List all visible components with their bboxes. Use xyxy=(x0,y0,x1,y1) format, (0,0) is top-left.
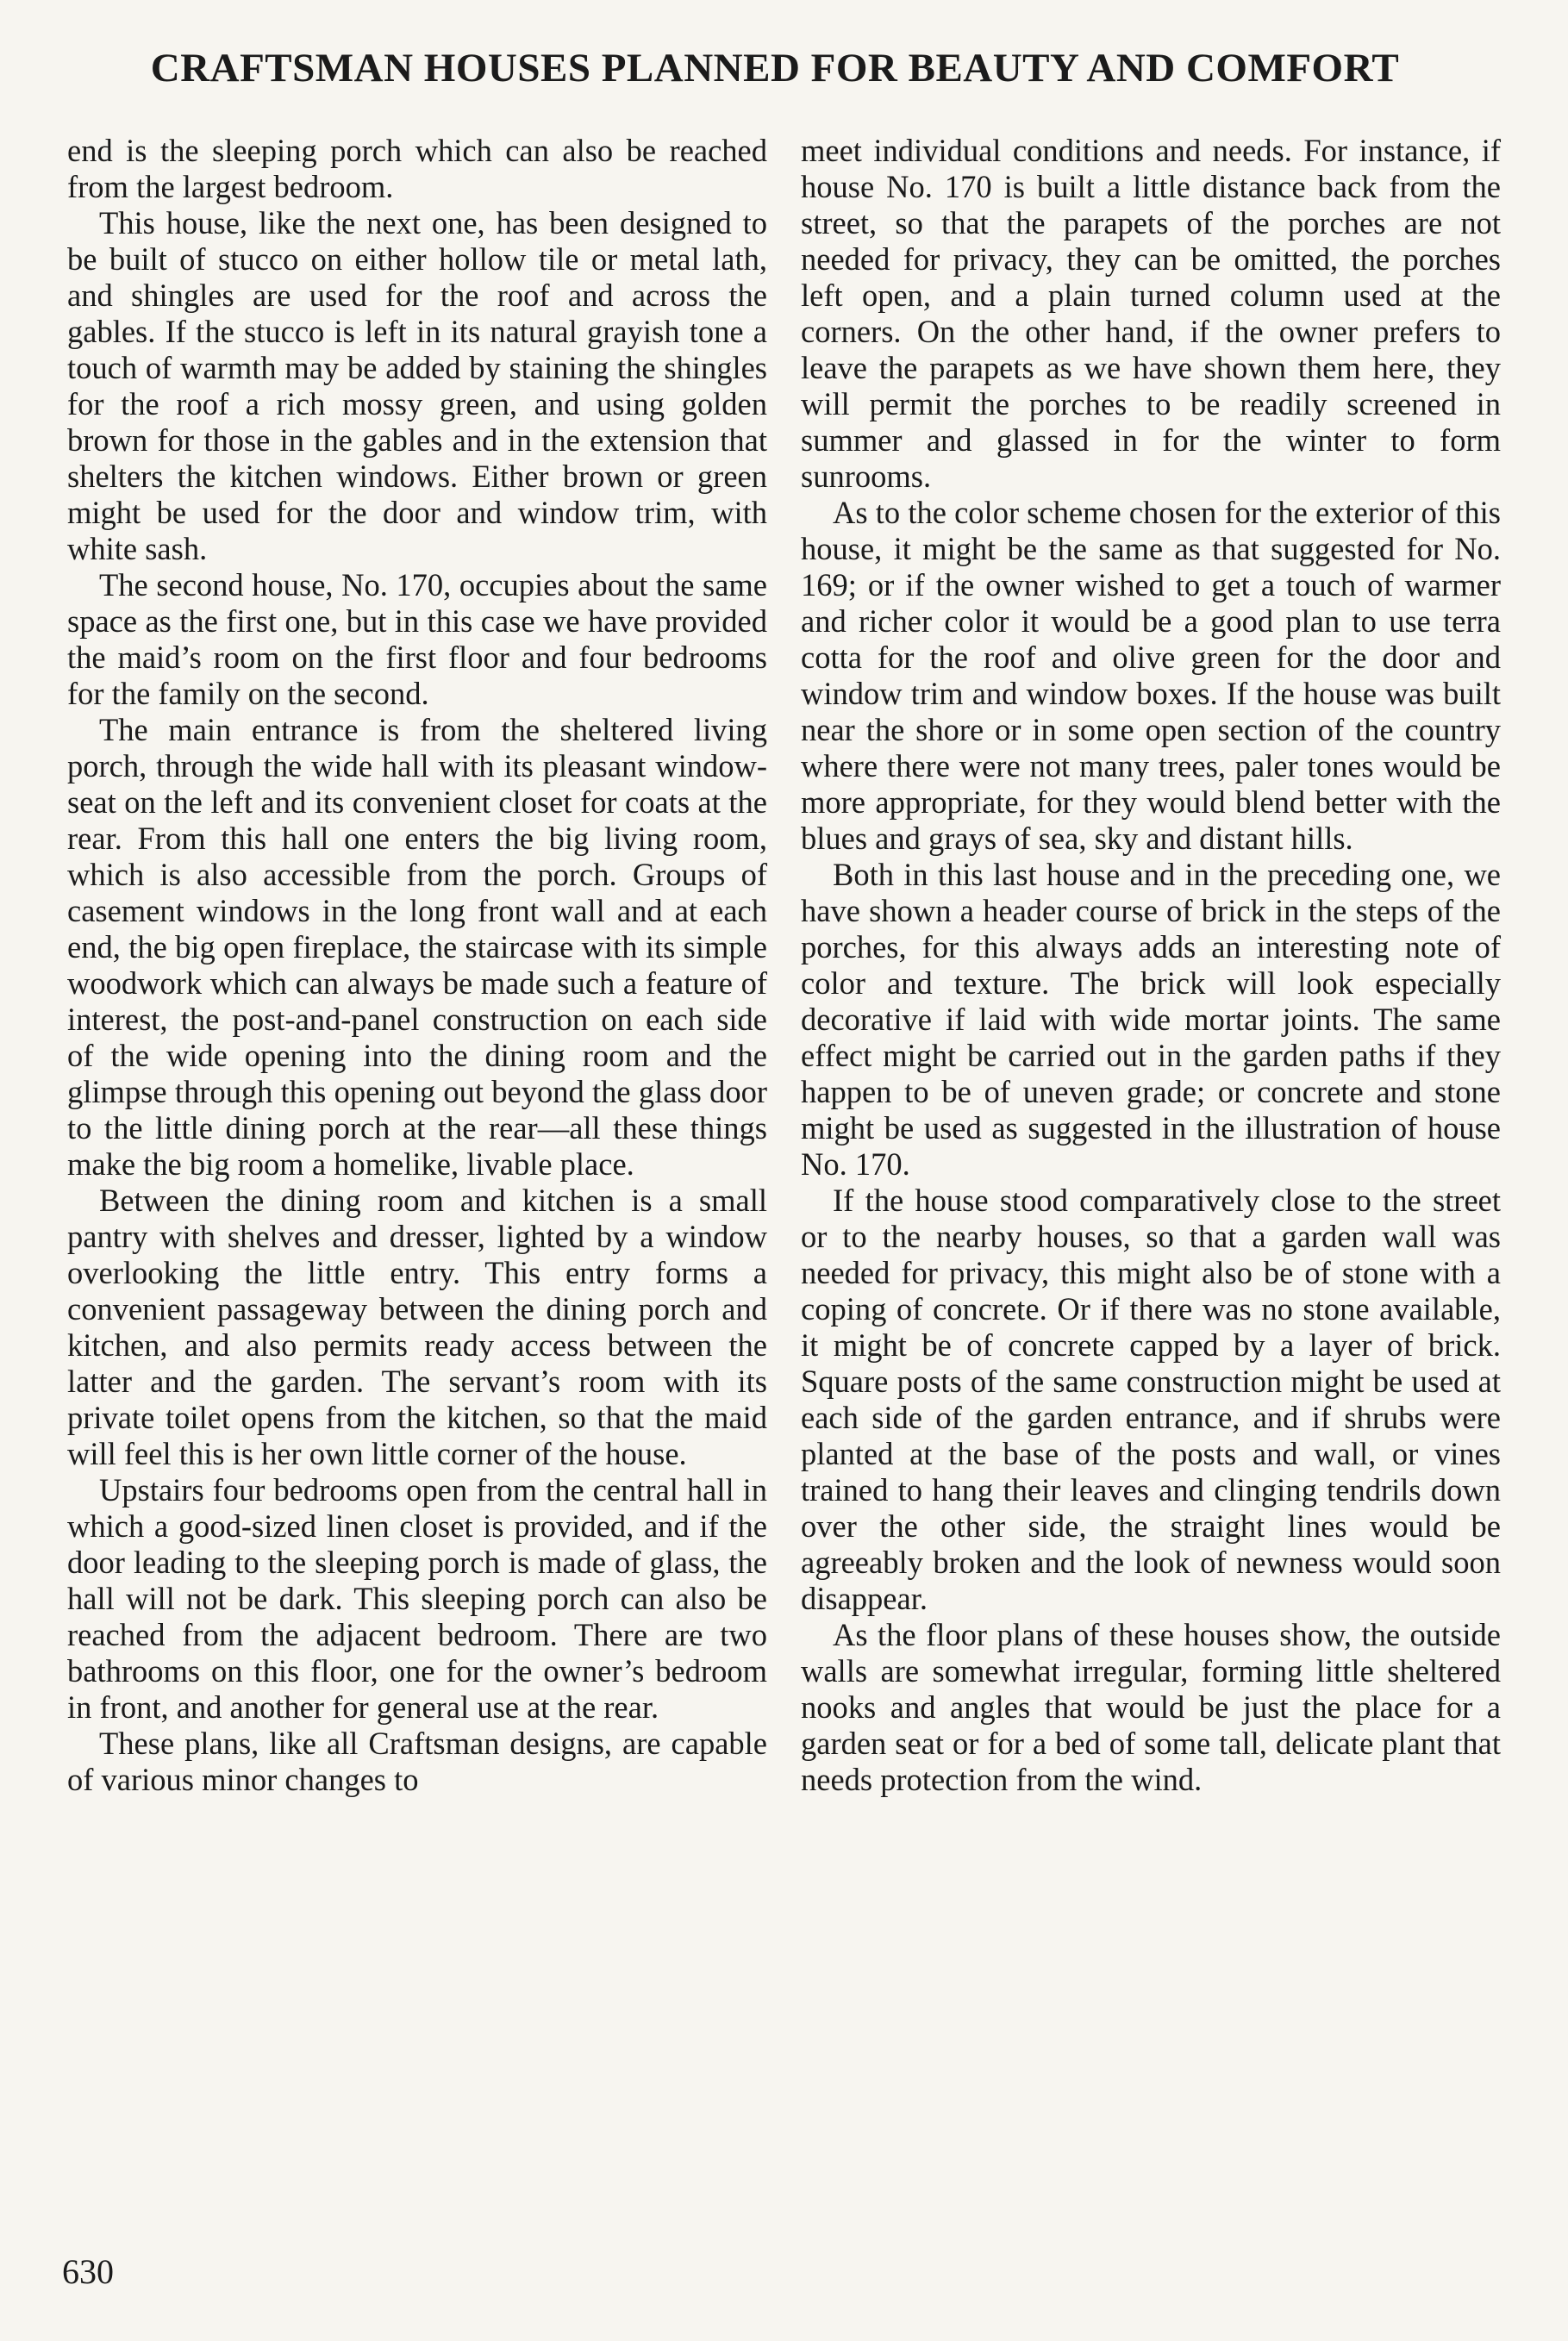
paragraph: end is the sleeping porch which can also be reached from the largest bedroom. xyxy=(67,133,767,204)
right-column xyxy=(801,133,1501,1798)
left-column xyxy=(67,133,767,1798)
paragraph: These plans, like all Craftsman designs, are capable of various minor changes to xyxy=(67,1726,767,1797)
page-number: 630 xyxy=(62,2252,114,2291)
paragraph: The main entrance is from the sheltered living porch, through the wide hall with its pleasant window-seat on the left and its convenient closet for coats at the rear. From this hall one enters the big living room, which is also accessible from the porch. Groups of casement windows in the long front wall and at each end, the big open fireplace, the staircase with its simple woodwork which can always be made such a feature of interest, the post-and-panel construction on each side of the wide opening into the dining room and the glimpse through this opening out beyond the glass door to the little dining porch at the rear—all these things make the big room a homelike, livable place. xyxy=(67,712,767,1182)
paragraph: This house, like the next one, has been designed to be built of stucco on either hollow tile or metal lath, and shingles are used for the roof and across the gables. If the stucco is left in its natural grayish tone a touch of warmth may be added by staining the shingles for the roof a rich mossy green, and using golden brown for those in the gables and in the extension that shelters the kitchen windows. Either brown or green might be used for the door and window trim, with white sash. xyxy=(67,205,767,566)
paragraph: If the house stood comparatively close to the street or to the nearby houses, so that a garden wall was needed for privacy, this might also be of stone with a coping of concrete. Or if there was no stone available, it might be of concrete capped by a layer of brick. Square posts of the same construction might be used at each side of the garden entrance, and if shrubs were planted at the base of the posts and wall, or vines trained to hang their leaves and clinging tendrils down over the other side, the straight lines would be agreeably broken and the look of newness would soon disappear. xyxy=(801,1183,1501,1616)
paragraph: Upstairs four bedrooms open from the central hall in which a good-sized linen closet is provided, and if the door leading to the sleeping porch is made of glass, the hall will not be dark. This sleeping porch can also be reached from the adjacent bedroom. There are two bathrooms on this floor, one for the owner’s bedroom in front, and another for general use at the rear. xyxy=(67,1472,767,1725)
paragraph: The second house, No. 170, occupies about the same space as the first one, but in this case we have provided the maid’s room on the first floor and four bedrooms for the family on the second. xyxy=(67,567,767,711)
paragraph: meet individual conditions and needs. For instance, if house No. 170 is built a little distance back from the street, so that the parapets of the porches are not needed for privacy, they can be omitted, the porches left open, and a plain turned column used at the corners. On the other hand, if the owner prefers to leave the parapets as we have shown them here, they will permit the porches to be readily screened in summer and glassed in for the winter to form sunrooms. xyxy=(801,133,1501,494)
paragraph: As the floor plans of these houses show, the outside walls are somewhat irregular, forming little sheltered nooks and angles that would be just the place for a garden seat or for a bed of some tall, delicate plant that needs protection from the wind. xyxy=(801,1617,1501,1797)
paragraph: As to the color scheme chosen for the exterior of this house, it might be the same as that suggested for No. 169; or if the owner wished to get a touch of warmer and richer color it would be a good plan to use terra cotta for the roof and olive green for the door and window trim and window boxes. If the house was built near the shore or in some open section of the country where there were not many trees, paler tones would be more appropriate, for they would blend better with the blues and grays of sea, sky and distant hills. xyxy=(801,495,1501,856)
page-title: CRAFTSMAN HOUSES PLANNED FOR BEAUTY AND COMFORT xyxy=(150,46,1400,91)
paragraph: Both in this last house and in the preceding one, we have shown a header course of brick in the steps of the porches, for this always adds an interesting note of color and texture. The brick will look especially decorative if laid with wide mortar joints. The same effect might be carried out in the garden paths if they happen to be of uneven grade; or concrete and stone might be used as suggested in the illustration of house No. 170. xyxy=(801,857,1501,1182)
paragraph: Between the dining room and kitchen is a small pantry with shelves and dresser, lighted by a window overlooking the little entry. This entry forms a convenient passageway between the dining porch and kitchen, and also permits ready access between the latter and the garden. The servant’s room with its private toilet opens from the kitchen, so that the maid will feel this is her own little corner of the house. xyxy=(67,1183,767,1471)
